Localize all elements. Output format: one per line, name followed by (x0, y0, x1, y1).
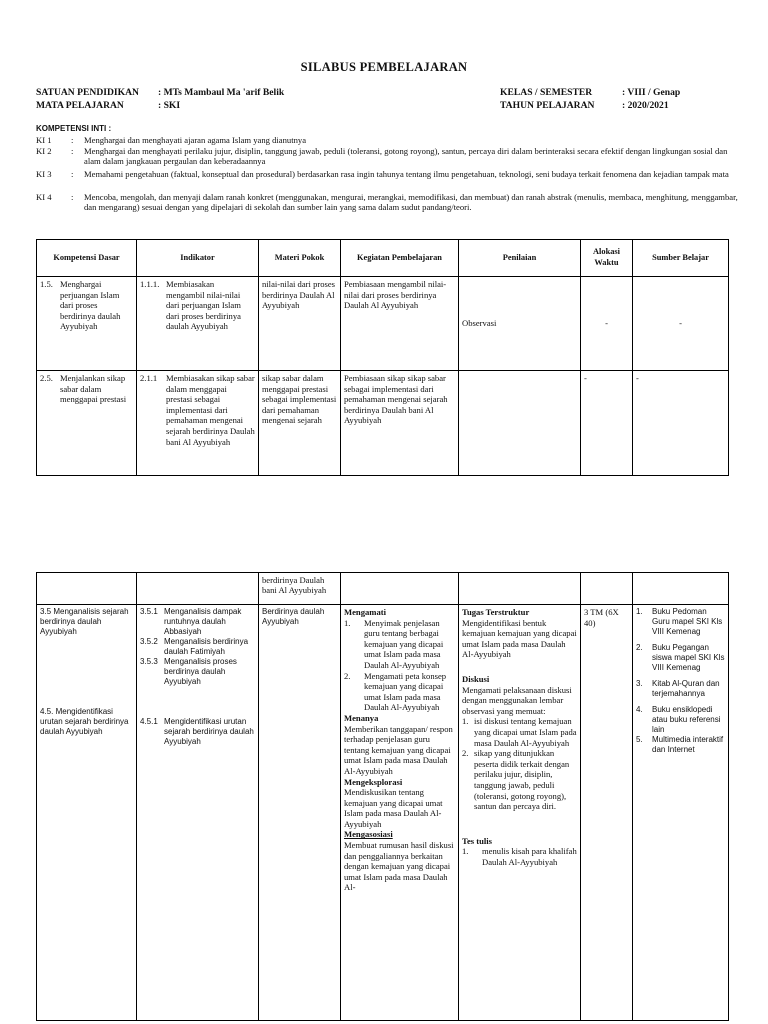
satuan-label: SATUAN PENDIDIKAN (36, 87, 139, 98)
penilaian-heading-diskusi: Diskusi (462, 673, 490, 684)
ki-colon: : (71, 146, 74, 156)
col-header-penilaian: Penilaian (459, 240, 581, 277)
col-header-alokasi-waktu: Alokasi Waktu (581, 240, 633, 277)
sumber-item: Buku ensiklopedi atau buku referensi lain (652, 705, 721, 734)
syllabus-table-2 (36, 572, 729, 1021)
list-number: 2. (462, 748, 469, 759)
tahun-value: : 2020/2021 (622, 100, 669, 111)
penilaian-text: Mengidentifikasi bentuk kemajuan kemajuan yang dicapai umat Islam pada masa Daulah Al-Ayyubiyah (462, 617, 577, 660)
kegiatan-text: Mendiskusikan tentang kemajuan yang dicapai umat Islam pada masa Daulah Al-Ayyubiyah (344, 787, 443, 829)
list-item: isi diskusi tentang kemajuan yang dicapai umat Islam pada masa Daulah Al-Ayyubiyah (474, 716, 577, 748)
ki-colon: : (71, 135, 74, 145)
kd-cell (37, 573, 137, 605)
indikator-number: 4.5.1 (140, 717, 158, 726)
sumber-item: Buku Pedoman Guru mapel SKI Kls VIII Kemenag (652, 607, 723, 636)
sumber-cell (633, 605, 729, 1021)
table-row (37, 573, 729, 605)
indikator-number: 2.1.1 (140, 373, 158, 383)
indikator-number: 3.5.3 (140, 657, 158, 666)
materi-cell: berdirinya Daulah bani Al Ayyubiyah (259, 573, 341, 605)
ki-text: Menghargai dan menghayati perilaku jujur, disiplin, tanggung jawab, peduli (toleransi, gotong royong), santun, percaya diri dalam berinteraksi secara efektif dengan lingkungan sosial dan alam dalam jangkauan pergaulan dan keberadaannya (84, 146, 728, 167)
mapel-value: : SKI (158, 100, 181, 111)
list-number: 1. (636, 607, 643, 616)
indikator-text: Membiasakan mengambil nilai-nilai dari perjuangan Islam dari proses berdirinya daulah Ayyubiyah (166, 279, 241, 332)
document-title: SILABUS PEMBELAJARAN (300, 60, 468, 74)
table-row (37, 277, 729, 371)
syllabus-table-1 (36, 239, 729, 476)
kegiatan-cell: Pembiasaan sikap sikap sabar sebagai implementasi dari pemahaman mengenai sejarah berdirinya Daulah bani Al Ayyubiyah (341, 371, 459, 476)
penilaian-cell: Observasi (459, 277, 581, 371)
sumber-item: Buku Pegangan siswa mapel SKI Kls VIII Kemenag (652, 643, 725, 672)
tahun-label: TAHUN PELAJARAN (500, 100, 595, 111)
ki-colon: : (71, 169, 74, 179)
sumber-cell: - (633, 371, 729, 476)
list-item: Mengamati peta konsep kemajuan yang dicapai umat Islam pada masa Daulah Al-Ayyubiyah (364, 670, 447, 713)
kd-cell (37, 277, 137, 371)
ki-code: KI 2 (36, 146, 52, 156)
meta-left (36, 86, 284, 112)
list-number: 2. (344, 670, 351, 681)
indikator-cell (137, 277, 259, 371)
sumber-item: Kitab Al-Quran dan terjemahannya (652, 679, 720, 698)
ki-text: Memahami pengetahuan (faktual, konseptual dan prosedural) berdasarkan rasa ingin tahunya tentang ilmu pengetahuan, teknologi, seni budaya terkait fenomena dan kejadian tampak mata (84, 169, 729, 179)
penilaian-heading-tugas: Tugas Terstruktur (462, 607, 530, 617)
sumber-cell (633, 573, 729, 605)
kegiatan-text: Membuat rumusan hasil diskusi dan penggaliannya berkaitan dengan kemajuan yang dicapai umat Islam pada masa Daulah Al- (344, 840, 454, 893)
alokasi-cell: - (581, 371, 633, 476)
satuan-value: : MTs Mambaul Ma 'arif Belik (158, 87, 285, 98)
sumber-cell: - (633, 277, 729, 371)
kegiatan-cell (341, 573, 459, 605)
list-number: 4. (636, 705, 643, 714)
kd-text: Mengidentifikasi urutan sejarah berdirinya daulah Ayyubiyah (40, 707, 129, 736)
indikator-text: Menganalisis dampak runtuhnya daulah Abbasiyah (164, 607, 242, 636)
ki-code: KI 4 (36, 192, 52, 202)
indikator-number: 3.5.1 (140, 607, 158, 616)
kegiatan-heading-mengeksplorasi: Mengeksplorasi (344, 776, 403, 787)
alokasi-cell (581, 573, 633, 605)
table-row (37, 371, 729, 476)
indikator-cell (137, 371, 259, 476)
kd-text: Menghargai perjuangan Islam dari proses berdirinya daulah Ayyubiyah (60, 279, 121, 332)
kd-text: Menganalisis sejarah berdirinya daulah Ayyubiyah (40, 607, 129, 636)
indikator-text: Membiasakan sikap sabar dalam menggapai prestasi sebagai implementasi dari pemahaman mengenai sejarah berdirinya Daulah bani Al Ayyubiyah (166, 373, 255, 447)
kegiatan-cell: Pembiasaan mengambil nilai-nilai dari proses berdirinya Daulah Al Ayyubiyah (341, 277, 459, 371)
list-item: sikap yang ditunjukkan peserta didik terkait dengan perilaku jujur, disiplin, tanggung jawab, peduli (toleransi, gotong royong), santun dan percaya diri. (474, 748, 570, 812)
col-header-sumber-belajar: Sumber Belajar (633, 240, 729, 277)
kelas-value: : VIII / Genap (622, 87, 681, 98)
penilaian-cell (459, 371, 581, 476)
alokasi-cell: - (581, 277, 633, 371)
alokasi-cell: 3 TM (6X 40) (581, 605, 633, 1021)
table-row (37, 605, 729, 1021)
ki-text: Mencoba, mengolah, dan menyaji dalam ranah konkret (menggunakan, mengurai, merangkai, memodifikasi, dan membuat) dan ranah abstrak (menulis, membaca, menghitung, menggambar, dan mengarang) sesuai dengan yang dipelajari di sekolah dan sumber lain yang sama dalam sudut pandang/teori. (84, 192, 738, 213)
kd-number: 2.5. (40, 373, 53, 383)
ki-heading: KOMPETENSI INTI : (36, 124, 112, 133)
mapel-label: MATA PELAJARAN (36, 100, 124, 111)
materi-cell: nilai-nilai dari proses berdirinya Daulah Al Ayyubiyah (259, 277, 341, 371)
col-header-kegiatan: Kegiatan Pembelajaran (341, 240, 459, 277)
kegiatan-heading-mengamati: Mengamati (344, 607, 387, 617)
col-header-kompetensi-dasar: Kompetensi Dasar (37, 240, 137, 277)
list-number: 5. (636, 735, 643, 744)
ki-text: Menghargai dan menghayati ajaran agama Islam yang dianutnya (84, 135, 307, 145)
list-item: menulis kisah para khalifah Daulah Al-Ayyubiyah (482, 846, 577, 867)
indikator-text: Mengidentifikasi urutan sejarah berdirinya daulah Ayyubiyah (164, 717, 254, 746)
table-header-row (37, 240, 729, 277)
kegiatan-cell (341, 605, 459, 1021)
col-header-materi-pokok: Materi Pokok (259, 240, 341, 277)
kd-text: Menjalankan sikap sabar dalam menggapai prestasi (60, 373, 127, 405)
list-number: 3. (636, 679, 643, 688)
indikator-number: 3.5.2 (140, 637, 158, 646)
indikator-cell (137, 605, 259, 1021)
penilaian-cell (459, 605, 581, 1021)
list-number: 1. (462, 846, 469, 857)
sumber-item: Multimedia interaktif dan Internet (652, 735, 724, 754)
kd-cell (37, 371, 137, 476)
ki-code: KI 1 (36, 135, 52, 145)
indikator-text: Menganalisis proses berdirinya daulah Ayyubiyah (164, 657, 237, 686)
indikator-number: 1.1.1. (140, 279, 160, 289)
meta-right (500, 86, 680, 112)
ki-code: KI 3 (36, 169, 52, 179)
list-number: 1. (344, 617, 351, 628)
kd-number: 3.5 (40, 607, 52, 616)
kd-cell (37, 605, 137, 1021)
kegiatan-heading-menanya: Menanya (344, 712, 379, 723)
materi-cell: sikap sabar dalam menggapai prestasi sebagai implementasi dari pemahaman mengenai sejarah (259, 371, 341, 476)
indikator-cell (137, 573, 259, 605)
materi-cell: Berdirinya daulah Ayyubiyah (259, 605, 341, 1021)
ki-colon: : (71, 192, 74, 202)
penilaian-text: Mengamati pelaksanaan diskusi dengan menggunakan lembar observasi yang memuat: (462, 684, 572, 716)
penilaian-heading-tes-tulis: Tes tulis (462, 835, 493, 846)
kd-number: 1.5. (40, 279, 53, 289)
kegiatan-text: Memberikan tanggapan/ respon terhadap penjelasan guru tentang kemajuan yang dicapai umat Islam pada masa Daulah Al-Ayyubiyah (344, 723, 453, 776)
indikator-text: Menganalisis berdirinya daulah Fatimiyah (164, 637, 249, 656)
list-number: 1. (462, 716, 469, 727)
kd-number: 4.5. (40, 707, 54, 716)
list-number: 2. (636, 643, 643, 652)
kelas-label: KELAS / SEMESTER (500, 87, 593, 98)
col-header-indikator: Indikator (137, 240, 259, 277)
penilaian-cell (459, 573, 581, 605)
list-item: Menyimak penjelasan guru tentang berbagai kemajuan yang dicapai umat Islam pada masa Daulah Al-Ayyubiyah (364, 617, 444, 670)
kegiatan-heading-mengasosiasi: Mengasosiasi (344, 829, 393, 840)
